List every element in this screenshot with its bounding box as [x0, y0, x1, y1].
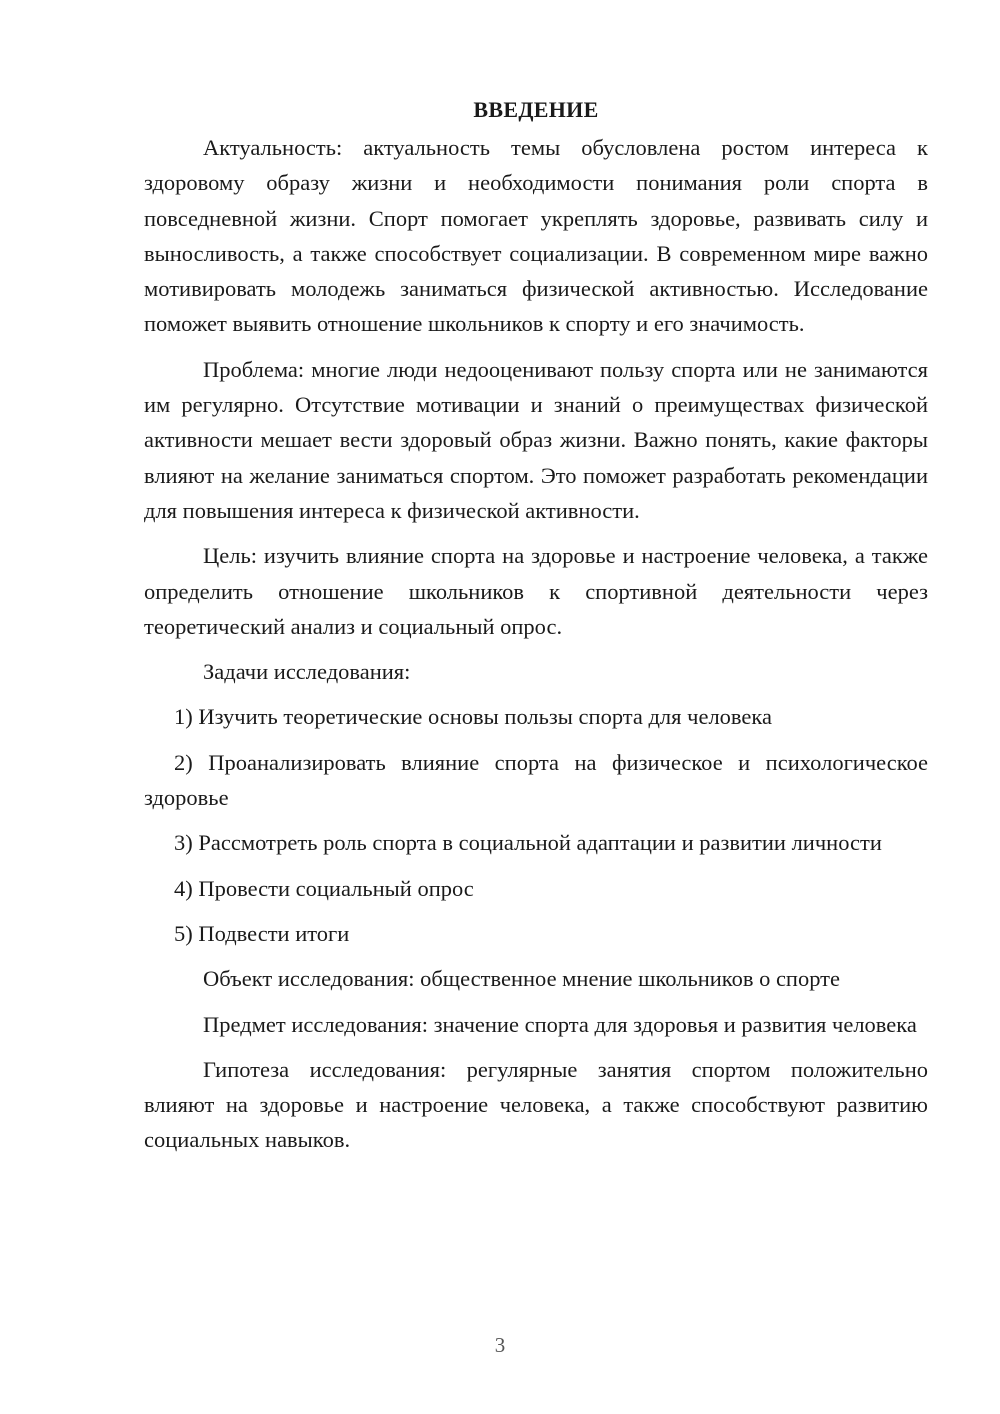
subject-paragraph: Предмет исследования: значение спорта для здоровья и развития человека — [203, 1011, 917, 1037]
page-number: 3 — [494, 1333, 506, 1357]
task-item-5: 5) Подвести итоги — [174, 920, 350, 946]
problem-paragraph: Проблема: многие люди недооценивают пользу спорта или не занимаются им регулярно. Отсутствие мотивации и знаний о преимуществах физической активности мешает вести здоровый образ жизни. Важно понять, какие факторы влияют на желание заниматься спортом. Это поможет разработать рекомендации для повышения интереса к физической активности. — [144, 356, 928, 523]
task-item-2: 2) Проанализировать влияние спорта на физическое и психологическое здоровье — [144, 749, 928, 811]
relevance-paragraph: Актуальность: актуальность темы обусловлена ростом интереса к здоровому образу жизни и необходимости понимания роли спорта в повседневной жизни. Спорт помогает укреплять здоровье, развивать силу и выносливость, а также способствует социализации. В современном мире важно мотивировать молодежь заниматься физической активностью. Исследование поможет выявить отношение школьников к спорту и его значимость. — [144, 135, 928, 337]
section-title: ВВЕДЕНИЕ — [473, 97, 599, 122]
task-item-1: 1) Изучить теоретические основы пользы спорта для человека — [174, 704, 772, 730]
task-item-4: 4) Провести социальный опрос — [174, 875, 474, 901]
task-item-3: 3) Рассмотреть роль спорта в социальной адаптации и развитии личности — [174, 830, 882, 856]
goal-paragraph: Цель: изучить влияние спорта на здоровье и настроение человека, а также определить отношение школьников к спортивной деятельности через теоретический анализ и социальный опрос. — [144, 543, 928, 639]
document-page — [144, 92, 928, 1168]
tasks-heading: Задачи исследования: — [203, 659, 411, 685]
object-paragraph: Объект исследования: общественное мнение школьников о спорте — [203, 966, 840, 992]
hypothesis-paragraph: Гипотеза исследования: регулярные занятия спортом положительно влияют на здоровье и настроение человека, а также способствуют развитию социальных навыков. — [144, 1056, 928, 1153]
